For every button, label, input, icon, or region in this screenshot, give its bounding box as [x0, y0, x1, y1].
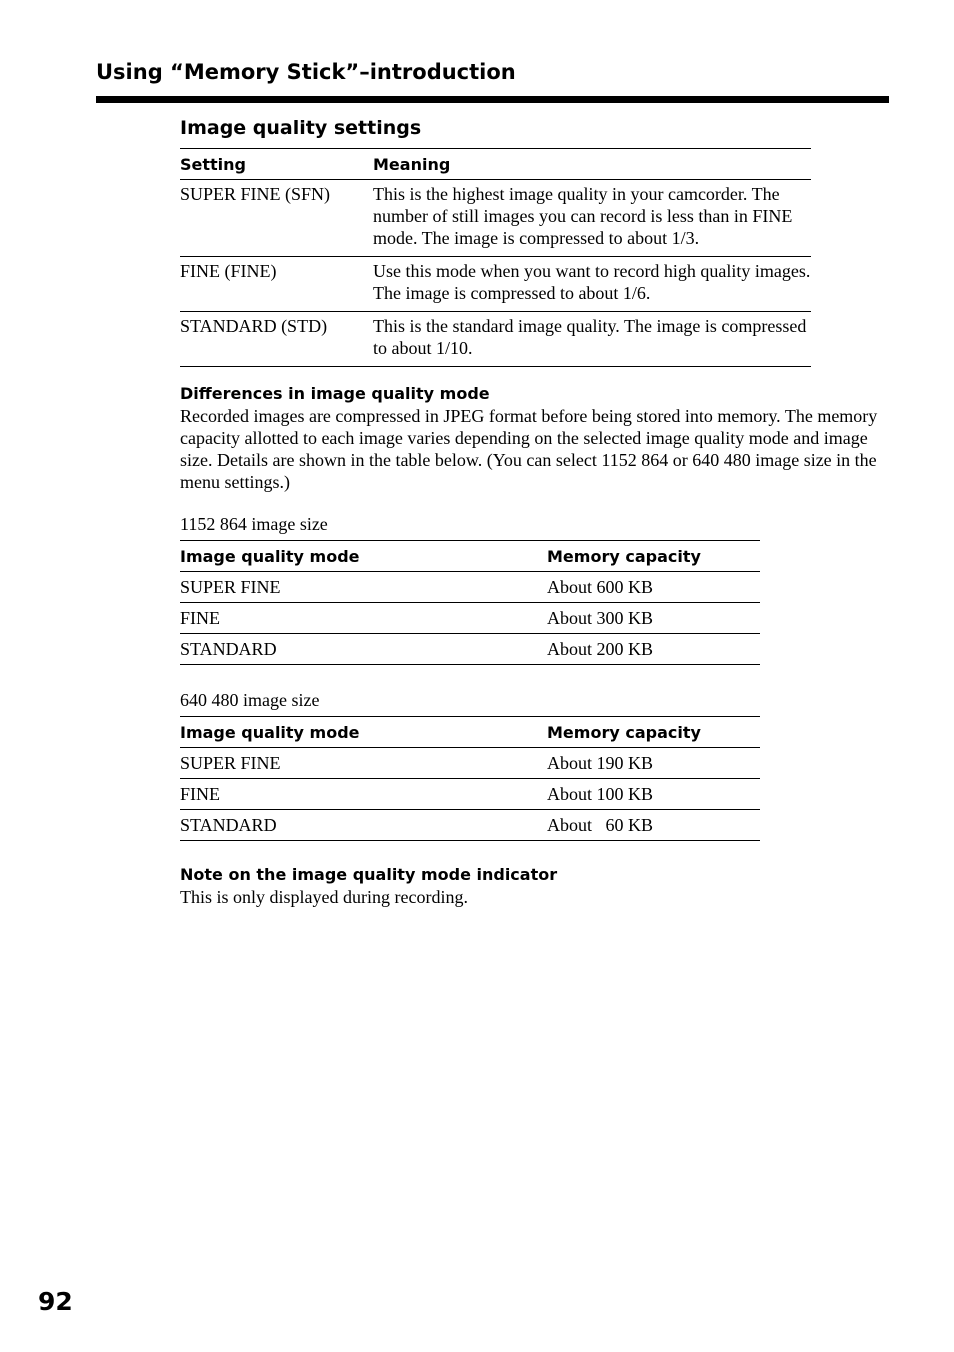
- mode-cell: SUPER FINE: [180, 753, 281, 773]
- size-1152-caption: 1152 864 image size: [180, 514, 328, 534]
- column-header-setting: Setting: [180, 154, 246, 174]
- table-row: [180, 748, 760, 779]
- differences-body: Recorded images are compressed in JPEG format before being stored into memory. The memory capacity allotted to each image varies depending on the selected image quality mode and image size. Details are shown in the table below. (You can select 1152 864 or 640 480 image size in the menu settings.): [180, 406, 878, 492]
- capacity-cell: About 600 KB: [547, 577, 654, 597]
- mode-cell: STANDARD: [180, 815, 277, 835]
- mode-cell: SUPER FINE: [180, 577, 281, 597]
- mode-cell: FINE: [180, 608, 220, 628]
- setting-cell: SUPER FINE (SFN): [180, 184, 331, 204]
- capacity-cell: About 300 KB: [547, 608, 654, 628]
- meaning-cell: This is the highest image quality in your camcorder. The number of still images you can record is less than in FINE mode. The image is compressed to about 1/3.: [373, 184, 793, 248]
- table-row: [180, 180, 811, 257]
- column-header-mode: Image quality mode: [180, 722, 360, 742]
- note-heading: Note on the image quality mode indicator: [180, 865, 558, 884]
- table-row: [180, 779, 760, 810]
- column-header-capacity: Memory capacity: [547, 546, 701, 566]
- mode-cell: FINE: [180, 784, 220, 804]
- table-header-row: [180, 149, 811, 180]
- mode-cell: STANDARD: [180, 639, 277, 659]
- table-row: [180, 257, 811, 312]
- size-1152-table: [180, 540, 760, 665]
- differences-heading: Differences in image quality mode: [180, 384, 490, 403]
- table-row: [180, 634, 760, 665]
- setting-cell: FINE (FINE): [180, 261, 277, 281]
- note-body: This is only displayed during recording.: [180, 887, 468, 907]
- table-row: [180, 603, 760, 634]
- table-row: [180, 810, 760, 841]
- capacity-cell: About 200 KB: [547, 639, 654, 659]
- table-row: [180, 572, 760, 603]
- column-header-meaning: Meaning: [373, 154, 451, 174]
- table-header-row: [180, 717, 760, 748]
- page-number: 92: [38, 1287, 73, 1316]
- size-640-caption: 640 480 image size: [180, 690, 320, 710]
- image-quality-settings-table: [180, 148, 811, 367]
- meaning-cell: Use this mode when you want to record high quality images. The image is compressed to about 1/6.: [373, 261, 811, 303]
- size-640-table: [180, 716, 760, 841]
- column-header-mode: Image quality mode: [180, 546, 360, 566]
- section-rule: [96, 96, 889, 103]
- setting-cell: STANDARD (STD): [180, 316, 328, 336]
- meaning-cell: This is the standard image quality. The image is compressed to about 1/10.: [373, 316, 807, 358]
- section-title: Using “Memory Stick”–introduction: [96, 60, 516, 84]
- table-header-row: [180, 541, 760, 572]
- table-row: [180, 312, 811, 367]
- image-quality-settings-title: Image quality settings: [180, 117, 422, 139]
- capacity-cell: About 60 KB: [547, 815, 654, 835]
- capacity-cell: About 100 KB: [547, 784, 654, 804]
- capacity-cell: About 190 KB: [547, 753, 654, 773]
- column-header-capacity: Memory capacity: [547, 722, 701, 742]
